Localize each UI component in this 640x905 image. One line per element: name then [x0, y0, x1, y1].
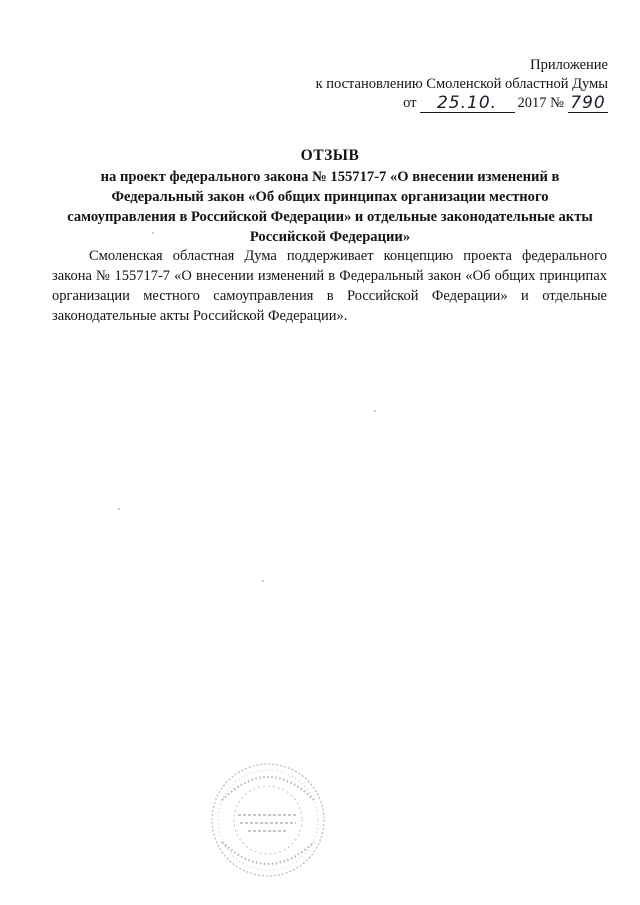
appendix-header [316, 56, 608, 113]
date-prefix: от [403, 95, 417, 111]
document-title: ОТЗЫВ [300, 147, 360, 164]
handwritten-date: 25.10. [420, 95, 515, 113]
document-subtitle: на проект федерального закона № 155717-7 «О внесении изменений в Федеральный закон «Об общих принципах организации местного самоуправления в Российской Федерации» и отдельные законодательные акты Российской Федерации» [67, 169, 593, 245]
official-seal-icon [208, 760, 328, 880]
appendix-label: Приложение [530, 57, 608, 73]
document-title-block [60, 146, 600, 247]
body-paragraph: Смоленская областная Дума поддерживает концепцию проекта федерального закона № 155717-7 «О внесении изменений в Федеральный закон «Об общих принципах организации местного самоуправления в Российской Федерации» и отдельные законодательные акты Российской Федерации». [52, 248, 607, 324]
date-year: 2017 № [517, 95, 564, 111]
handwritten-number: 790 [568, 95, 608, 113]
appendix-resolution-ref: к постановлению Смоленской областной Думы [315, 76, 608, 92]
appendix-date-line [403, 94, 608, 113]
